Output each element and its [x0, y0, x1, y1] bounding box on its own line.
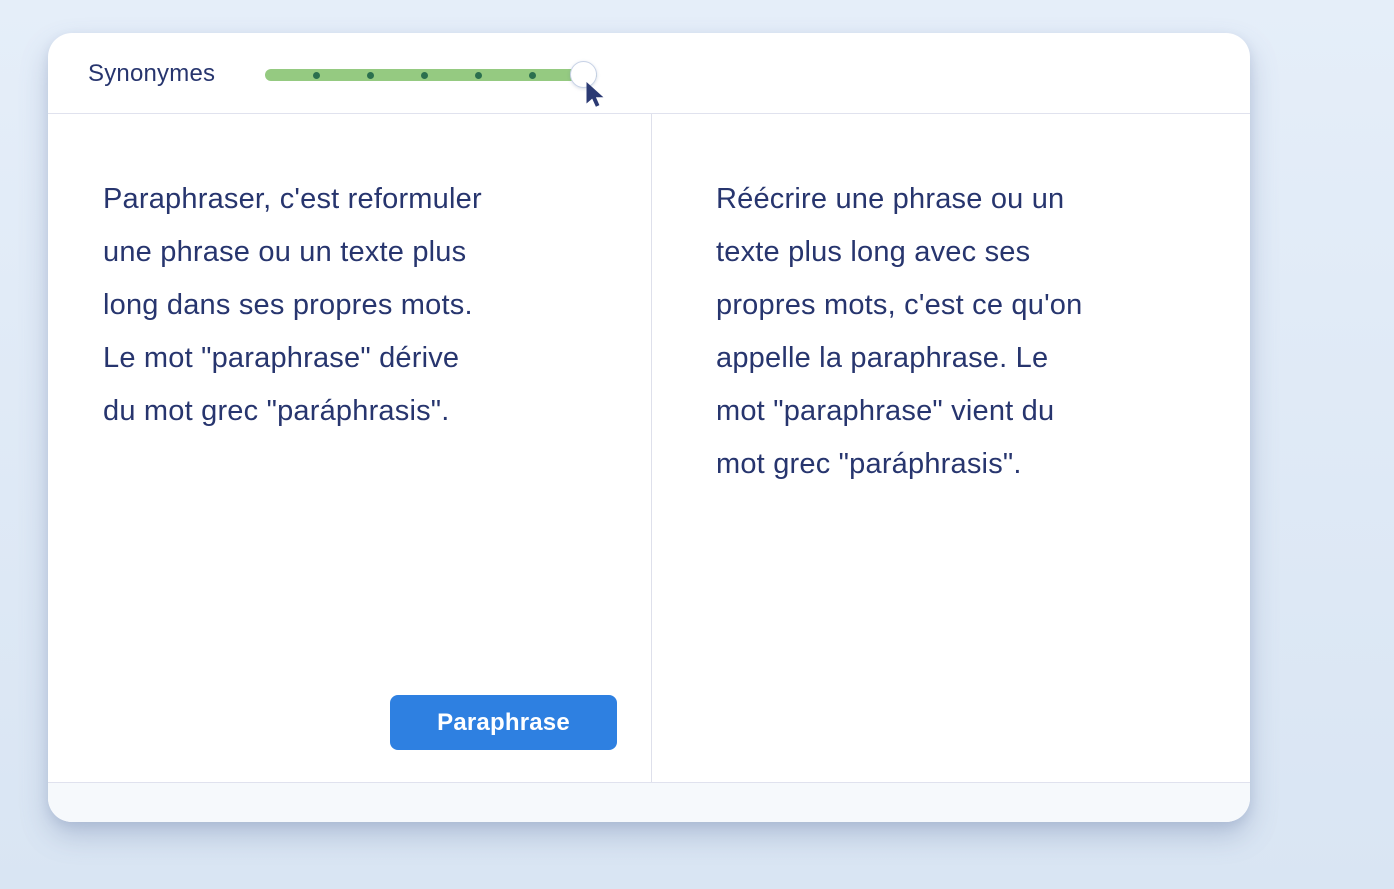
text-line: long dans ses propres mots. — [103, 289, 473, 321]
slider-track[interactable] — [265, 69, 597, 81]
text-line: texte plus long avec ses — [716, 236, 1031, 268]
text-line: mot grec "paráphrasis". — [716, 448, 1022, 480]
output-text — [716, 173, 1236, 491]
input-text — [103, 173, 638, 438]
slider-dot — [367, 72, 374, 79]
card-footer — [48, 782, 1250, 822]
text-line: propres mots, c'est ce qu'on — [716, 289, 1083, 321]
synonyms-label: Synonymes — [88, 59, 216, 87]
toolbar — [48, 33, 1250, 114]
text-line: appelle la paraphrase. Le — [716, 342, 1049, 374]
text-line: Paraphraser, c'est reformuler — [103, 183, 482, 215]
slider-dot — [421, 72, 428, 79]
text-line: une phrase ou un texte plus — [103, 236, 467, 268]
slider-dot — [475, 72, 482, 79]
slider-dot — [313, 72, 320, 79]
output-panel[interactable] — [652, 114, 1250, 782]
text-line: Le mot "paraphrase" dérive — [103, 342, 460, 374]
input-panel[interactable] — [48, 114, 651, 782]
synonyms-slider[interactable] — [265, 69, 597, 81]
paraphrase-button[interactable]: Paraphrase — [390, 695, 617, 750]
slider-dot — [529, 72, 536, 79]
content-area — [48, 114, 1250, 782]
paraphraser-card — [48, 33, 1250, 822]
text-line: mot "paraphrase" vient du — [716, 395, 1055, 427]
text-line: du mot grec "paráphrasis". — [103, 395, 450, 427]
text-line: Réécrire une phrase ou un — [716, 183, 1065, 215]
mouse-cursor-icon — [585, 82, 605, 107]
